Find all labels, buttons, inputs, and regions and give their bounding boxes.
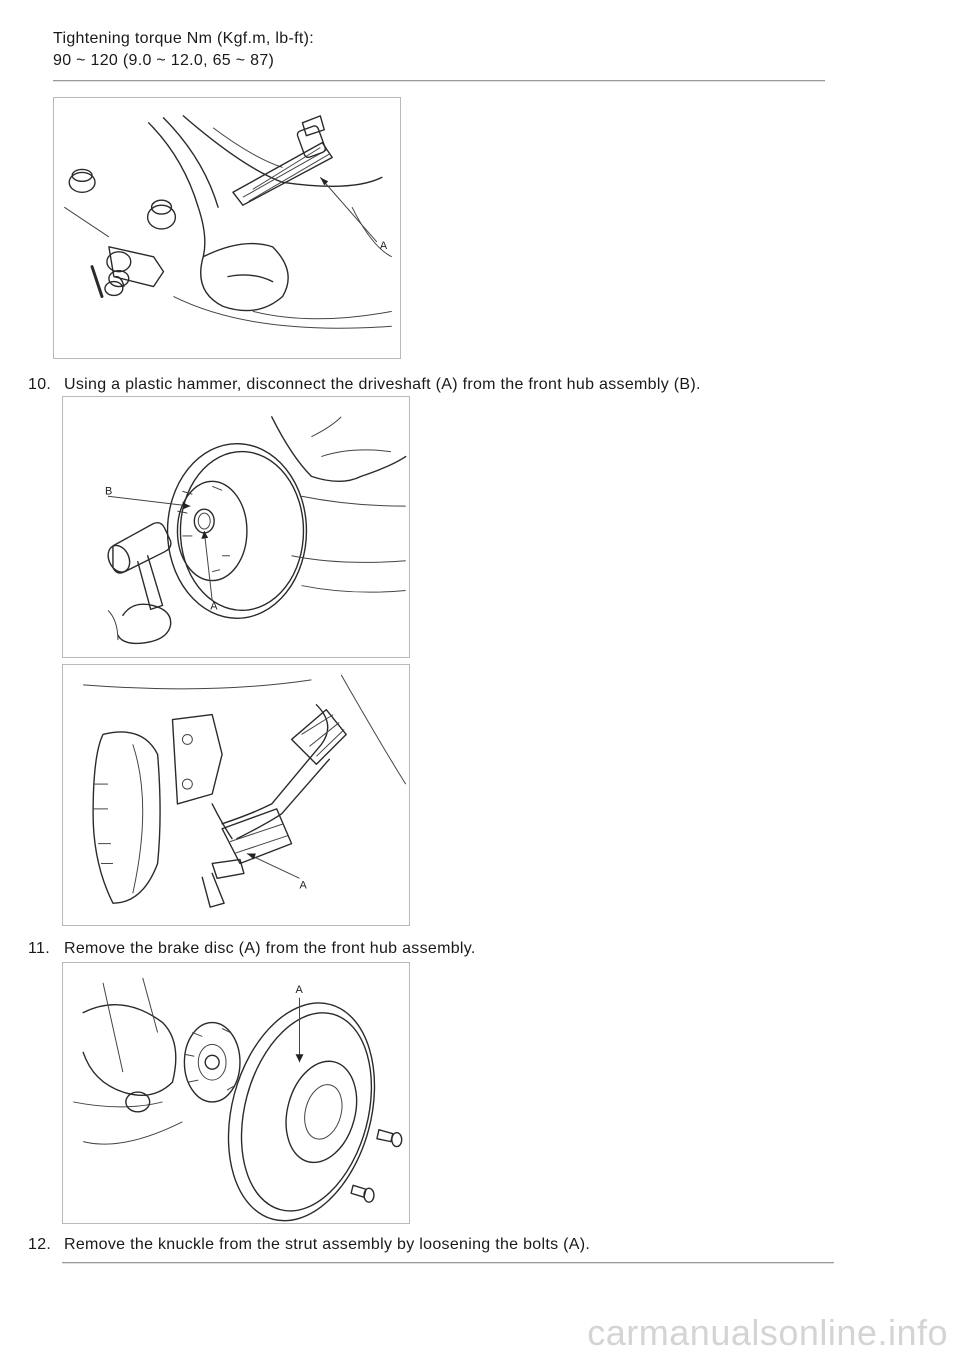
step-text: Remove the knuckle from the strut assembly by loosening the bolts (A). xyxy=(64,1236,591,1253)
callout-label: A xyxy=(379,239,388,252)
step-11 xyxy=(28,939,476,959)
ball-joint-illustration xyxy=(54,98,400,358)
step-text: Using a plastic hammer, disconnect the driveshaft (A) from the front hub assembly (B). xyxy=(64,376,701,393)
callout-label: B xyxy=(105,485,113,498)
figure-ball-joint-bolt xyxy=(53,97,401,359)
step-12 xyxy=(28,1235,590,1255)
brake-disc-illustration xyxy=(63,963,409,1223)
hammer-hub-illustration xyxy=(63,397,409,657)
figure-hammer-hub xyxy=(62,396,410,658)
callout-label: A xyxy=(210,600,218,613)
torque-value: 90 ~ 120 (9.0 ~ 12.0, 65 ~ 87) xyxy=(53,52,275,69)
figure-driveshaft xyxy=(62,664,410,926)
torque-label: Tightening torque Nm (Kgf.m, lb-ft): xyxy=(53,30,314,47)
callout-label: A xyxy=(295,983,303,996)
step-number: 10. xyxy=(28,376,52,393)
watermark: carmanualsonline.info xyxy=(587,1312,948,1353)
figure-brake-disc xyxy=(62,962,410,1224)
step-10 xyxy=(28,375,701,395)
divider-bottom xyxy=(62,1262,834,1264)
callout-label: A xyxy=(299,879,307,892)
step-number: 11. xyxy=(28,940,50,957)
driveshaft-illustration xyxy=(63,665,409,925)
step-text: Remove the brake disc (A) from the front hub assembly. xyxy=(64,940,476,957)
divider-top xyxy=(53,80,825,82)
torque-spec xyxy=(53,28,314,72)
step-number: 12. xyxy=(28,1236,52,1253)
